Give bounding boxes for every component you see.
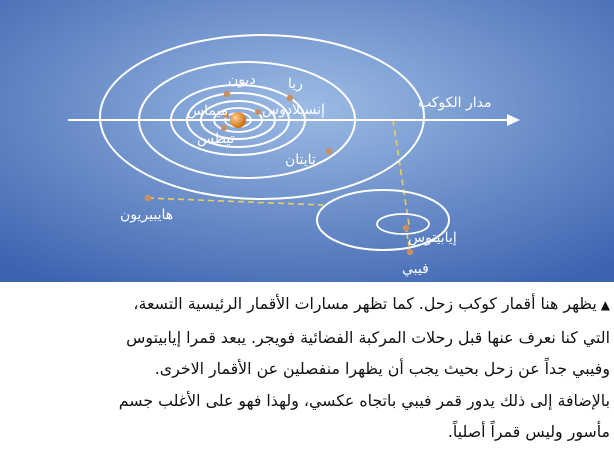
- moon-titan: [326, 148, 332, 154]
- caption-text: [0, 288, 610, 448]
- label-planet-orbit: مدار الكوكب: [418, 95, 492, 111]
- label-mimas: ميماس: [187, 103, 229, 119]
- label-titan: تايتان: [285, 152, 316, 168]
- label-iapetus: إيابيتوس: [408, 230, 457, 246]
- caption-line-5: مأسور وليس قمراً أصلياً.: [447, 422, 610, 441]
- caption-line-4: بالإضافة إلى ذلك يدور قمر فيبي باتجاه عكسي، ولهذا فهو على الأغلب جسم: [118, 390, 610, 410]
- caption-line-1: [0, 288, 610, 322]
- saturn-planet: [230, 112, 246, 128]
- label-tethys: تيطس: [197, 131, 235, 147]
- moon-dione: [224, 91, 230, 97]
- moon-hyperion: [145, 195, 151, 201]
- moon-rhea: [287, 95, 293, 101]
- caption-line-1-text: يظهر هنا أقمار كوكب زحل. كما تظهر مسارات الأقمار الرئيسية التسعة،: [133, 294, 597, 313]
- moon-enceladus: [255, 109, 261, 115]
- caption-line-2: التي كنا نعرف عنها قبل رحلات المركبة الفضائية فويجر. يبعد قمرا إيابيتوس: [126, 327, 610, 347]
- moon-phoebe: [407, 249, 413, 255]
- label-phoebe: فيبي: [402, 261, 429, 277]
- label-dione: ديون: [228, 72, 256, 88]
- caption-line-3: وفيبي جداً عن زحل بحيث يجب أن يظهرا منفصلين عن الأقمار الاخرى.: [154, 359, 610, 378]
- caption-marker: ▲: [600, 298, 610, 312]
- label-rhea: ريا: [288, 76, 303, 92]
- label-enceladus: إنسيلادوس: [262, 102, 325, 118]
- label-hyperion: هايبيريون: [120, 207, 174, 223]
